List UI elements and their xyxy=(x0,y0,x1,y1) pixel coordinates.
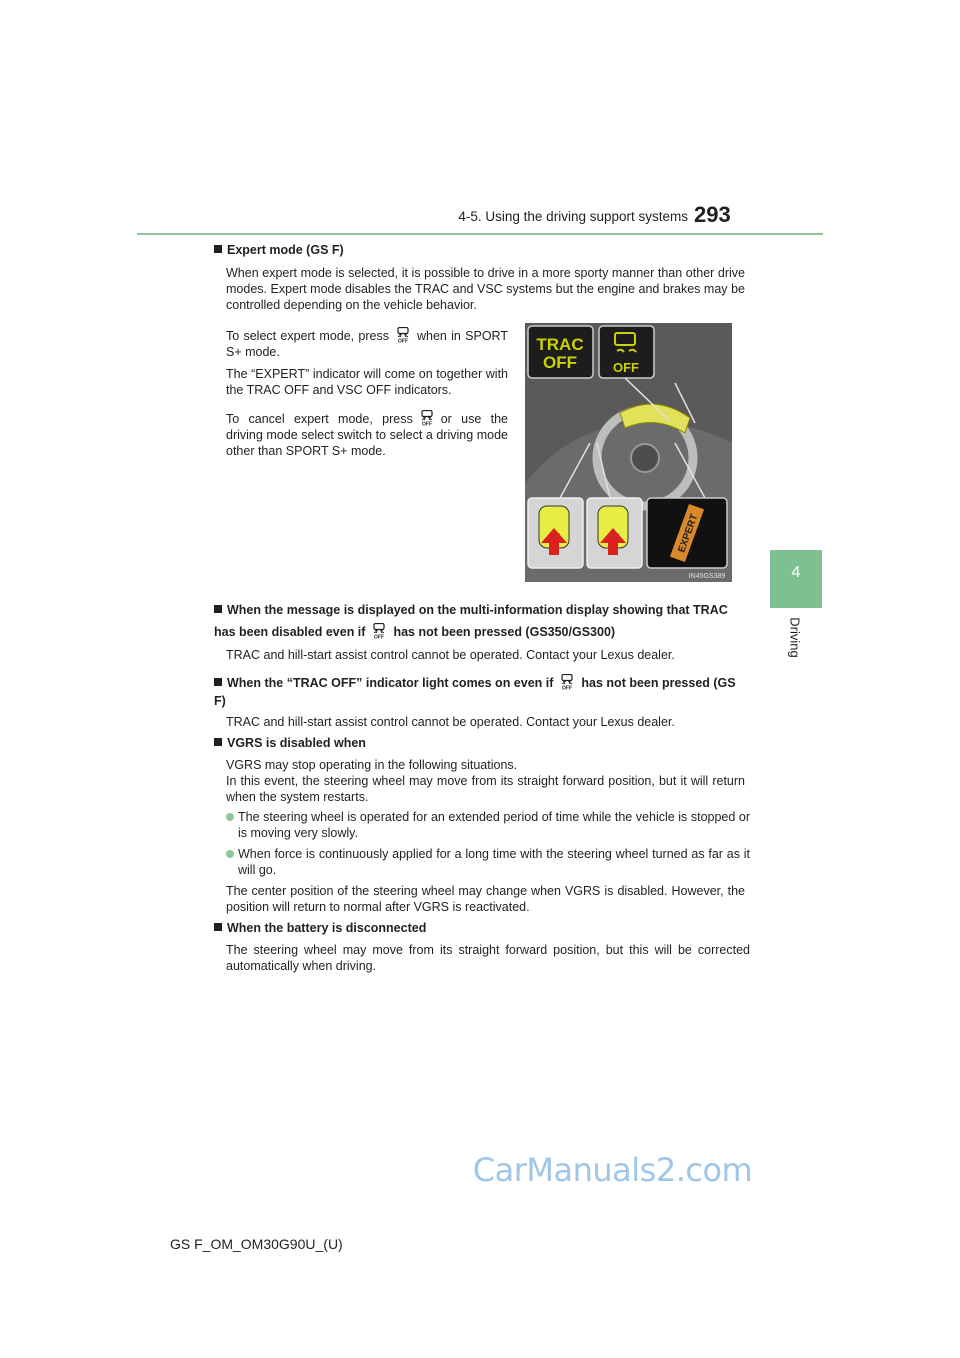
watermark-text: CarManuals2.com xyxy=(472,1151,753,1189)
vgrs-disabled-heading: VGRS is disabled when xyxy=(214,734,366,752)
cockpit-illustration-svg xyxy=(525,323,732,582)
trac-off-light-body: TRAC and hill-start assist control cannot be operated. Contact your Lexus dealer. xyxy=(226,715,675,729)
footer-doc-code: GS F_OM_OM30G90U_(U) xyxy=(170,1236,343,1252)
vsc-off-indicator-label: OFF xyxy=(613,360,639,375)
battery-heading: When the battery is disconnected xyxy=(214,919,426,937)
heading-square-marker xyxy=(214,678,222,686)
vgrs-closing: The center position of the steering wheel may change when VGRS is disabled. However, the position will return to normal after VGRS is reactivated. xyxy=(226,884,745,914)
heading-square-marker xyxy=(214,245,222,253)
battery-body: The steering wheel may move from its straight forward position, but this will be corrected automatically when driving. xyxy=(226,943,750,973)
vgrs-body-1: VGRS may stop operating in the following situations. xyxy=(226,758,518,772)
header-rule xyxy=(137,233,823,235)
list-item: The steering wheel is operated for an extended period of time while the vehicle is stopped or is moving very slowly. xyxy=(226,809,750,841)
section-title: 4-5. Using the driving support systems xyxy=(458,209,688,224)
chapter-number: 4 xyxy=(791,564,801,581)
chapter-tab xyxy=(770,550,822,608)
expert-indicator-label: EXPERT xyxy=(676,512,701,555)
chapter-label xyxy=(760,617,830,658)
vsc-off-switch-icon xyxy=(418,410,436,426)
heading-square-marker xyxy=(214,738,222,746)
list-item: When force is continuously applied for a long time with the steering wheel turned as far as it will go. xyxy=(226,846,750,878)
message-disabled-body: TRAC and hill-start assist control cannot be operated. Contact your Lexus dealer. xyxy=(226,648,675,662)
trac-off-indicator-line2: OFF xyxy=(543,353,577,372)
expert-indicator-text: The “EXPERT” indicator will come on together with the TRAC OFF and VSC OFF indicators. xyxy=(226,367,508,397)
bullet-dot xyxy=(226,850,234,858)
watermark xyxy=(471,1151,754,1193)
chapter-label-text: Driving xyxy=(787,617,803,658)
bullet-dot xyxy=(226,813,234,821)
expert-mode-cancel-text: To cancel expert mode, press or use the driving mode select switch to select a driving mode other than SPORT S+ mode. xyxy=(226,412,509,458)
page-number: 293 xyxy=(694,202,731,227)
heading-square-marker xyxy=(214,605,222,613)
cockpit-illustration xyxy=(525,323,732,582)
trac-off-light-heading: When the “TRAC OFF” indicator light comes on even if has not been pressed (GS F) xyxy=(214,676,736,708)
vsc-off-switch-icon xyxy=(370,623,388,639)
vsc-off-switch-icon xyxy=(394,327,412,343)
expert-mode-intro: When expert mode is selected, it is possible to drive in a more sporty manner than other drive modes. Expert mode disables the TRAC and VSC systems but the engine and brakes may be controlled depending on the vehicle behavior. xyxy=(226,266,745,312)
heading-square-marker xyxy=(214,923,222,931)
message-disabled-heading: When the message is displayed on the multi-information display showing that TRAC has been disabled even if has not been pressed (GS350/GS300) xyxy=(214,603,728,639)
expert-mode-heading: Expert mode (GS F) xyxy=(214,241,344,259)
trac-off-indicator-line1: TRAC xyxy=(536,335,584,354)
figure-code: IN45GS389 xyxy=(688,573,726,580)
vsc-off-switch-icon xyxy=(558,674,576,690)
vgrs-body-2: In this event, the steering wheel may move from its straight forward position, but it will return when the system restarts. xyxy=(226,774,745,804)
expert-mode-select-text: To select expert mode, press when in SPORT S+ mode. xyxy=(226,329,508,359)
